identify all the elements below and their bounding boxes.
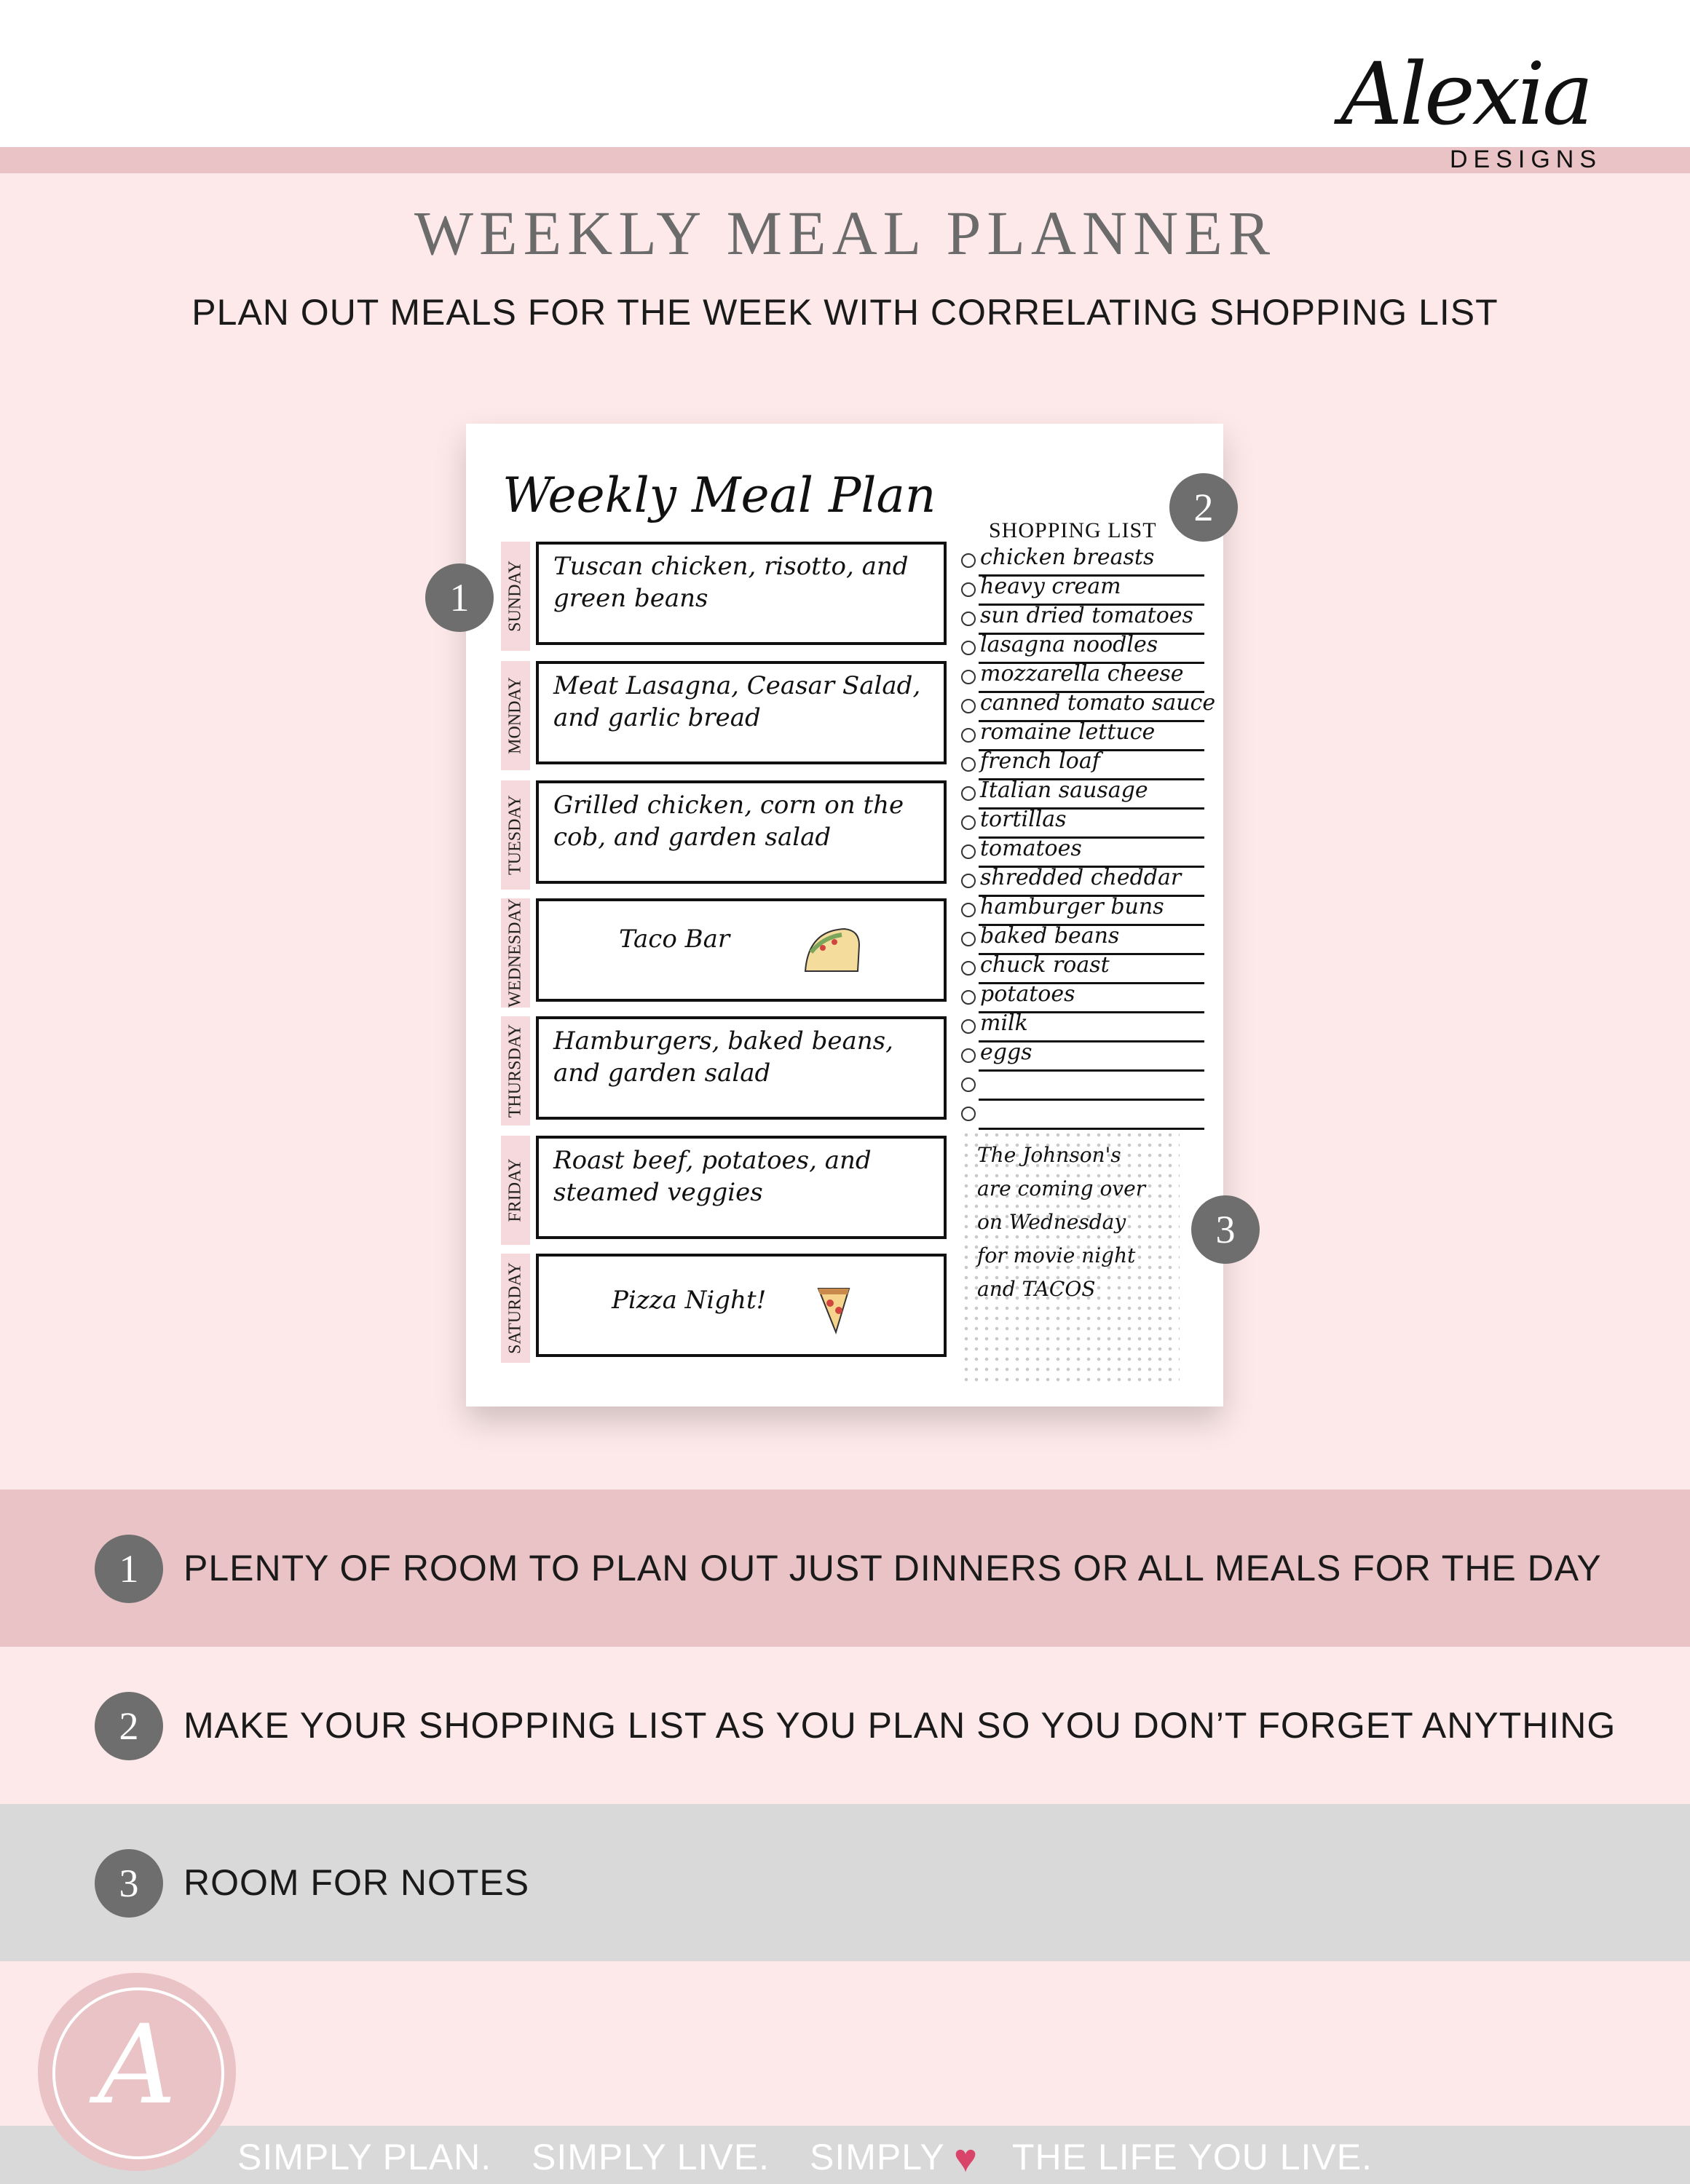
shopping-item-text: hamburger buns [980, 894, 1164, 919]
shopping-item [961, 632, 1209, 664]
day-tab-wednesday [501, 898, 530, 1008]
meal-text: Hamburgers, baked beans, and garden salad [553, 1026, 893, 1088]
day-box-wednesday [536, 898, 947, 1002]
day-box-monday [536, 661, 947, 764]
day-tab-thursday [501, 1016, 530, 1125]
day-tab-sunday [501, 542, 530, 651]
meal-text: Pizza Night! [612, 1286, 767, 1315]
meal-text: Taco Bar [619, 925, 730, 954]
shopping-item-text: tomatoes [980, 836, 1082, 861]
marker-badge: 2 [1169, 473, 1238, 542]
shopping-item [961, 865, 1209, 897]
checkbox-icon[interactable] [961, 757, 976, 772]
checkbox-icon[interactable] [961, 1019, 976, 1034]
shopping-item [961, 1010, 1209, 1042]
shopping-item [961, 923, 1209, 955]
checkbox-icon[interactable] [961, 728, 976, 743]
day-box-thursday [536, 1016, 947, 1120]
feature-band-3 [0, 1804, 1690, 1961]
day-box-friday [536, 1136, 947, 1239]
monogram-badge [38, 1973, 236, 2171]
checkbox-icon[interactable] [961, 1077, 976, 1092]
day-tab-friday [501, 1136, 530, 1245]
feature-text: ROOM FOR NOTES [183, 1862, 530, 1903]
meal-text: Meat Lasagna, Ceasar Salad, and garlic bread [553, 671, 921, 732]
shopping-list-title: SHOPPING LIST [989, 518, 1157, 542]
checkbox-icon[interactable] [961, 699, 976, 713]
shopping-item-text: tortillas [980, 807, 1067, 832]
meal-text: Tuscan chicken, risotto, and green beans [553, 552, 909, 613]
shopping-item-text: romaine lettuce [980, 719, 1156, 745]
feature-band-1 [0, 1489, 1690, 1647]
shopping-item-text: chuck roast [980, 952, 1110, 978]
day-label: FRIDAY [505, 1158, 525, 1222]
feature-band-2 [0, 1647, 1690, 1804]
shopping-item [961, 981, 1209, 1013]
shopping-item-text: mozzarella cheese [980, 661, 1184, 687]
shopping-item-text: potatoes [980, 981, 1075, 1007]
marker-badge: 2 [95, 1692, 163, 1760]
checkbox-icon[interactable] [961, 844, 976, 859]
footer-tagline-part: SIMPLY PLAN. [237, 2137, 492, 2177]
shopping-item [961, 1101, 1209, 1130]
footer-tagline-part: SIMPLY [810, 2137, 945, 2177]
shopping-item [961, 603, 1209, 635]
day-label: SATURDAY [505, 1262, 525, 1354]
meal-text: Roast beef, potatoes, and steamed veggies [553, 1146, 872, 1207]
day-box-sunday [536, 542, 947, 645]
checkbox-icon[interactable] [961, 961, 976, 976]
shopping-item [961, 719, 1209, 751]
day-label: THURSDAY [505, 1024, 525, 1118]
page-subtitle: PLAN OUT MEALS FOR THE WEEK WITH CORRELATING SHOPPING LIST [191, 292, 1499, 333]
checkbox-icon[interactable] [961, 932, 976, 946]
brand-logo [1340, 44, 1603, 189]
shopping-item [961, 1042, 1209, 1072]
planner-title: Weekly Meal Plan [502, 467, 936, 523]
marker-badge: 1 [425, 563, 494, 632]
day-label: WEDNESDAY [505, 898, 525, 1008]
shopping-item-text: shredded cheddar [980, 865, 1182, 890]
day-tab-monday [501, 661, 530, 770]
shopping-item [961, 748, 1209, 780]
heart-icon: ♥ [954, 2137, 978, 2180]
checkbox-icon[interactable] [961, 990, 976, 1005]
shopping-item [961, 661, 1209, 693]
notes-area [961, 1130, 1180, 1385]
checkbox-icon[interactable] [961, 874, 976, 888]
checkbox-icon[interactable] [961, 612, 976, 626]
checkbox-icon[interactable] [961, 815, 976, 830]
shopping-item [961, 780, 1209, 810]
shopping-item-text: baked beans [980, 923, 1120, 949]
shopping-item-text: eggs [980, 1040, 1032, 1065]
shopping-item-text: heavy cream [980, 574, 1121, 599]
marker-badge: 3 [95, 1849, 163, 1918]
feature-text: PLENTY OF ROOM TO PLAN OUT JUST DINNERS OR ALL MEALS FOR THE DAY [183, 1548, 1602, 1588]
notes-text: The Johnson's are coming over on Wednesday for movie night and TACOS [977, 1143, 1146, 1301]
checkbox-icon[interactable] [961, 582, 976, 597]
logo-script: Alexia [1340, 44, 1591, 144]
footer-tagline-part: THE LIFE YOU LIVE. [1012, 2137, 1373, 2177]
planner-sheet [466, 424, 1223, 1406]
shopping-item [961, 894, 1209, 926]
day-label: TUESDAY [505, 795, 525, 875]
feature-text: MAKE YOUR SHOPPING LIST AS YOU PLAN SO YOU DON’T FORGET ANYTHING [183, 1705, 1616, 1746]
shopping-item [961, 690, 1216, 722]
shopping-item [961, 1072, 1209, 1101]
marker-badge: 3 [1191, 1195, 1260, 1264]
shopping-item [961, 547, 1209, 577]
checkbox-icon[interactable] [961, 1048, 976, 1063]
shopping-item [961, 836, 1209, 868]
taco-icon [801, 923, 862, 978]
shopping-item-text: milk [980, 1010, 1028, 1036]
checkbox-icon[interactable] [961, 786, 976, 801]
shopping-item-text: lasagna noodles [980, 632, 1158, 657]
day-label: SUNDAY [505, 561, 525, 632]
shopping-item-text: Italian sausage [980, 778, 1148, 803]
checkbox-icon[interactable] [961, 553, 976, 568]
marker-badge: 1 [95, 1535, 163, 1603]
logo-subtext: DESIGNS [1450, 146, 1603, 173]
meal-text: Grilled chicken, corn on the cob, and garden salad [553, 791, 904, 852]
page-title: WEEKLY MEAL PLANNER [414, 198, 1276, 268]
day-label: MONDAY [505, 677, 525, 754]
shopping-item-text: sun dried tomatoes [980, 603, 1193, 628]
shopping-item-text: chicken breasts [980, 545, 1155, 570]
shopping-item [961, 952, 1209, 984]
pizza-icon [816, 1284, 852, 1335]
checkbox-icon[interactable] [961, 641, 976, 655]
monogram-letter: A [97, 2002, 177, 2129]
day-box-saturday [536, 1254, 947, 1357]
shopping-item-text: canned tomato sauce [980, 690, 1216, 716]
footer-tagline [0, 2126, 1690, 2184]
shopping-item [961, 807, 1209, 839]
footer-tagline-part: SIMPLY LIVE. [532, 2137, 770, 2177]
day-tab-saturday [501, 1254, 530, 1363]
shopping-item [961, 574, 1209, 606]
day-tab-tuesday [501, 780, 530, 890]
day-box-tuesday [536, 780, 947, 884]
checkbox-icon[interactable] [961, 903, 976, 917]
checkbox-icon[interactable] [961, 1107, 976, 1121]
checkbox-icon[interactable] [961, 670, 976, 684]
shopping-item-text: french loaf [980, 748, 1100, 774]
